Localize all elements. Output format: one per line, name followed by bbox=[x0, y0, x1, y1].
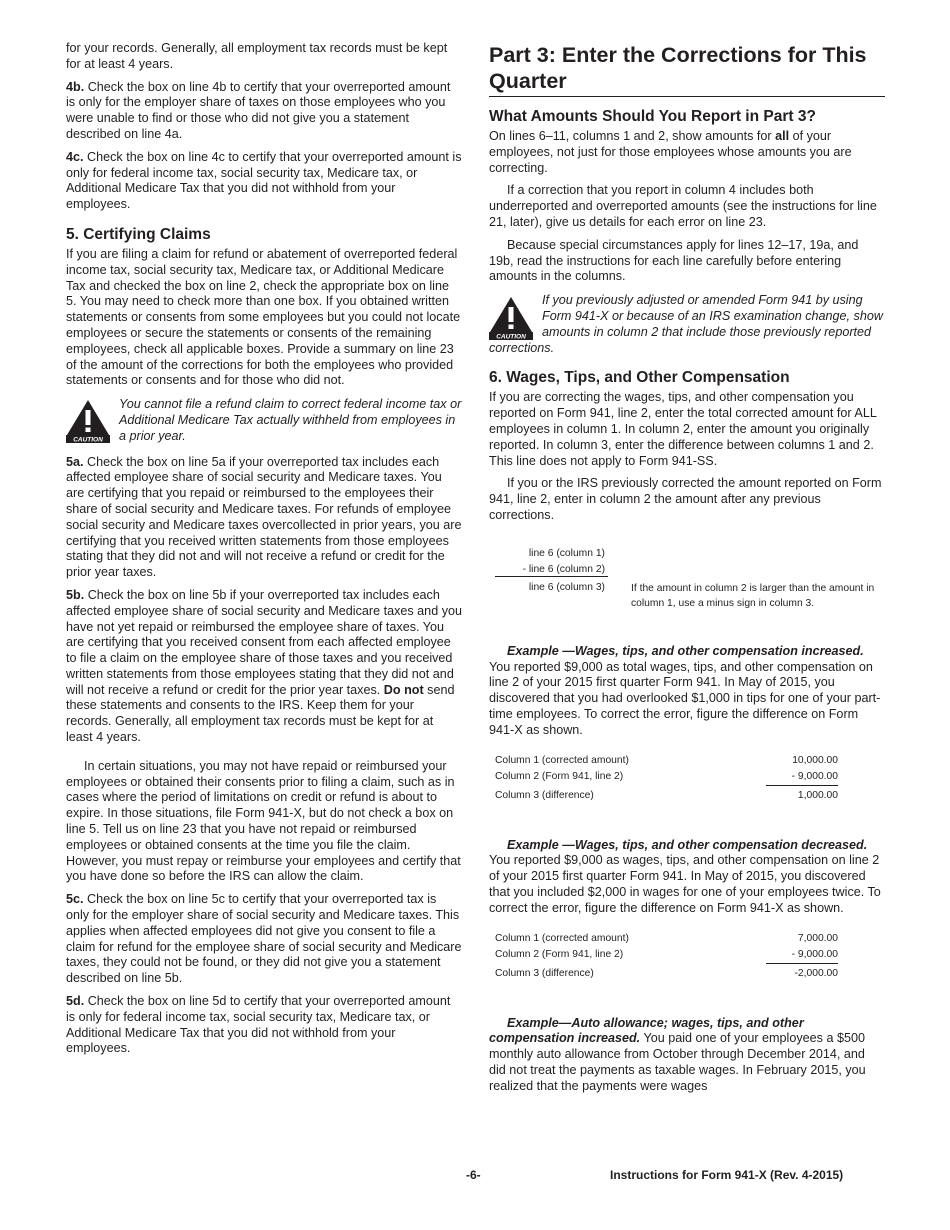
left-column bbox=[66, 41, 462, 1064]
label-4b: 4b. bbox=[66, 79, 85, 94]
table-cell-value: -2,000.00 bbox=[794, 967, 838, 979]
heading-what-amounts: What Amounts Should You Report in Part 3? bbox=[489, 108, 816, 125]
paragraph-5c bbox=[66, 892, 462, 987]
calc-line-1: line 6 (column 1) bbox=[528, 547, 605, 559]
text-4b: Check the box on line 4b to certify that your overreported amount is only for the employer share of taxes on those employees who you were unable to find or those who did not give you a statement described on line 4a. bbox=[66, 79, 451, 141]
calc-divider bbox=[495, 576, 608, 577]
text-5a: Check the box on line 5a if your overreported tax includes each affected employee share of social security and Medicare taxes. You are certifying that you repaid or reimbursed to the employees their share of social security and Medicare taxes. For refunds of employee social security and Medicare taxes overcollected in prior years, you are certifying that you received written statements from those employees stating that they did not and will not receive a refund or credit for the prior year taxes. bbox=[66, 454, 462, 580]
text-p1-b: of your employees, not just for those employees whose amounts you are correcting. bbox=[489, 129, 852, 175]
label-5a: 5a. bbox=[66, 454, 84, 469]
label-5d: 5d. bbox=[66, 994, 85, 1009]
example-auto-allowance-text bbox=[489, 1016, 885, 1095]
table-cell-value: - 9,000.00 bbox=[766, 947, 838, 964]
paragraph-6b: If you or the IRS previously corrected the amount reported on Form 941, line 2, enter in column 2 the amount after any previous corrections. bbox=[489, 476, 882, 522]
calc-line-2: - line 6 (column 2) bbox=[522, 563, 605, 575]
text-p1-a: On lines 6–11, columns 1 and 2, show amounts for bbox=[489, 129, 772, 143]
footer-document-title: Instructions for Form 941-X (Rev. 4-2015) bbox=[610, 1168, 844, 1182]
caution-box-2 bbox=[489, 293, 885, 356]
table-cell-value: 10,000.00 bbox=[792, 754, 838, 766]
paragraph-5a bbox=[66, 455, 462, 581]
table-row bbox=[495, 964, 838, 982]
example-increased-table bbox=[495, 753, 838, 804]
calc-note: If the amount in column 2 is larger than the amount in column 1, use a minus sign in column 3. bbox=[631, 582, 875, 609]
calculation-diagram bbox=[489, 542, 885, 612]
table-cell-label: Column 1 (corrected amount) bbox=[495, 932, 629, 944]
table-cell-value: 1,000.00 bbox=[797, 789, 838, 801]
table-cell-label: Column 3 (difference) bbox=[495, 789, 594, 801]
text-5d: Check the box on line 5d to certify that your overreported amount is only for federal income tax, social security tax, Medicare tax, or Additional Medicare Tax that you did not withhold from your employees. bbox=[66, 994, 451, 1056]
paragraph-5b bbox=[66, 588, 462, 746]
example-decreased bbox=[489, 838, 885, 982]
paragraph-lines-6-11 bbox=[489, 129, 885, 176]
caution-text-1: You cannot file a refund claim to correct federal income tax or Additional Medicare Tax actually withheld from employees in a prior year. bbox=[119, 397, 462, 443]
part3-title: Part 3: Enter the Corrections for This Quarter bbox=[489, 42, 885, 97]
table-cell-value: 7,000.00 bbox=[797, 932, 838, 944]
paragraph-special-circumstances: Because special circumstances apply for lines 12–17, 19a, and 19b, read the instructions for each line carefully before entering amounts in the columns. bbox=[489, 237, 859, 284]
caution-icon-label: CAUTION bbox=[73, 436, 103, 444]
example-auto-allowance-body: You paid one of your employees a $500 monthly auto allowance from October through December 2014, and did not treat the payments as taxable wages. In February 2015, you realized that the payments were wages bbox=[489, 1031, 866, 1093]
text-5b-do-not: Do not bbox=[383, 682, 424, 697]
paragraph-4c bbox=[66, 150, 462, 213]
table-cell-label: Column 3 (difference) bbox=[495, 967, 594, 979]
page-number: -6- bbox=[466, 1168, 481, 1182]
example-increased bbox=[489, 644, 885, 804]
heading-wages-tips: 6. Wages, Tips, and Other Compensation bbox=[489, 369, 790, 387]
text-4c: Check the box on line 4c to certify that your overreported amount is only for federal income tax, social security tax, Medicare tax, or Additional Medicare Tax that you did not withhold from your employees. bbox=[66, 149, 462, 212]
label-4c: 4c. bbox=[66, 149, 84, 164]
table-cell-label: Column 1 (corrected amount) bbox=[495, 754, 629, 766]
example-auto-allowance-title: Example—Auto allowance; wages, tips, and other compensation increased. bbox=[489, 1015, 804, 1046]
calc-line-3: line 6 (column 3) bbox=[528, 581, 605, 593]
paragraph-4b bbox=[66, 80, 462, 143]
table-row bbox=[495, 786, 838, 804]
example-auto-allowance bbox=[489, 1016, 885, 1095]
text-5c: Check the box on line 5c to certify that your overreported tax is only for the employer share of social security and Medicare taxes. This applies when affected employees did not give you consent to file a claim for refund for the employee share of social security and Medicare taxes, they could not be found, or they did not give you a statement described on line 5b. bbox=[66, 892, 462, 986]
example-increased-text bbox=[489, 644, 885, 739]
paragraph-5d bbox=[66, 994, 462, 1057]
text-p1-all: all bbox=[775, 129, 790, 143]
paragraph-6a: If you are correcting the wages, tips, and other compensation you reported on Form 941, line 2, enter the total corrected amount for ALL employees in column 1. In column 2, enter the amount you originally reported. In column 3, enter the difference between columns 1 and 2. This line does not apply to Form 941-SS. bbox=[489, 390, 877, 468]
paragraph-5: If you are filing a claim for refund or abatement of overreported federal income tax, social security tax, Medicare tax, or Additional Medicare Tax and checked the box on line 2, check the appropriate box on line 5. You may need to check more than one box. If you obtained written statements or consents from some employees but you could not locate employees or secure the statements or consents of the remaining employees, check all applicable boxes. Provide a summary on line 23 of the amount of the corrections for both the employees who provided statements or consents and for those who did not. bbox=[66, 246, 461, 388]
table-row bbox=[495, 947, 838, 964]
table-cell-label: Column 2 (Form 941, line 2) bbox=[495, 771, 624, 783]
label-5c: 5c. bbox=[66, 892, 84, 907]
table-row bbox=[495, 931, 838, 947]
caution-text-2: If you previously adjusted or amended Form 941 by using Form 941-X or because of an IRS examination change, show amounts in column 2 that include those previously reported corrections. bbox=[489, 293, 883, 355]
right-column bbox=[489, 42, 885, 1094]
example-decreased-title: Example —Wages, tips, and other compensation decreased. bbox=[507, 837, 868, 852]
heading-certifying-claims: 5. Certifying Claims bbox=[66, 225, 211, 243]
table-row bbox=[495, 753, 838, 769]
table-row bbox=[495, 769, 838, 786]
paragraph-certain-situations: In certain situations, you may not have repaid or reimbursed your employees or obtained their consents prior to filing a claim, such as in cases where the period of limitations on credit or refund is about to expire. In those situations, file Form 941-X, but do not check a box on line 5. Tell us on line 23 that you have not repaid or reimbursed employees or obtained consents at the time you file the claim. However, you must repay or reimburse your employees and certify that you have done so before the IRS can allow the claim. bbox=[66, 758, 461, 884]
caution-icon bbox=[489, 296, 533, 340]
paragraph-records: for your records. Generally, all employment tax records must be kept for at least 4 years. bbox=[66, 41, 448, 71]
example-increased-body: You reported $9,000 as total wages, tips, and other compensation on line 2 of your 2015 first quarter Form 941. In May of 2015, you discovered that you had overlooked $1,000 in tips for one of your part-time employees. To correct the error, figure the difference on Form 941-X as shown. bbox=[489, 659, 881, 737]
table-cell-value: - 9,000.00 bbox=[766, 769, 838, 786]
table-cell-label: Column 2 (Form 941, line 2) bbox=[495, 949, 624, 960]
label-5b: 5b. bbox=[66, 587, 85, 602]
example-decreased-text bbox=[489, 838, 885, 917]
caution-box-1 bbox=[66, 397, 462, 444]
example-decreased-table bbox=[495, 931, 838, 982]
example-decreased-body: You reported $9,000 as wages, tips, and other compensation on line 2 of your 2015 first quarter Form 941. In May of 2015, you discovered that you included $2,000 in wages for one of your employees twice. To correct the error, figure the difference on Form 941-X as shown. bbox=[489, 853, 881, 915]
caution-icon bbox=[66, 399, 110, 443]
text-5b-b: send these statements and consents to the IRS. Keep them for your records. Generally, all employment tax records must be kept for at least 4 years. bbox=[66, 682, 455, 745]
paragraph-column-4: If a correction that you report in column 4 includes both underreported and overreported amounts (see the instructions for line 21, later), give us details for each error on line 23. bbox=[489, 183, 877, 229]
text-5b-a: Check the box on line 5b if your overreported tax includes each affected employee share of social security and Medicare taxes and you have not yet repaid or reimbursed the employee share of taxes. You are certifying that you received consent from each affected employee to file a claim on the employee share of those taxes and you received written statements from those employees stating that they did not and will not receive a refund or credit for the prior year taxes. bbox=[66, 587, 462, 697]
example-increased-title: Example —Wages, tips, and other compensation increased. bbox=[507, 643, 864, 658]
caution-icon-label: CAUTION bbox=[496, 333, 526, 341]
